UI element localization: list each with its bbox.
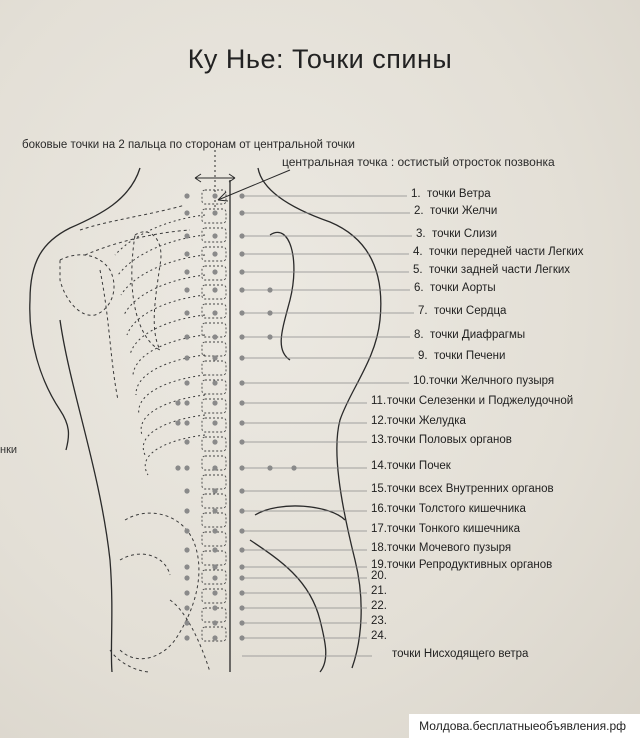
rib	[145, 435, 205, 475]
point-label-12	[371, 415, 466, 427]
point-name: точки Ветра	[427, 188, 491, 200]
acupoint-dot	[184, 528, 189, 533]
acupoint-dot	[239, 564, 244, 569]
point-name: точки Желудка	[387, 415, 466, 427]
acupoint-dot	[239, 380, 244, 385]
point-number: 13.	[371, 434, 387, 446]
point-name: точки Диафрагмы	[430, 329, 526, 341]
acupoint-dot	[212, 564, 217, 569]
point-name: точки всех Внутренних органов	[387, 483, 554, 495]
acupoint-dot	[212, 310, 217, 315]
point-number: 24.	[371, 630, 387, 642]
acupoint-dot	[184, 287, 189, 292]
point-name: точки Тонкого кишечника	[387, 523, 521, 535]
point-name: точки передней части Легких	[429, 246, 584, 258]
point-label-16	[371, 503, 526, 515]
acupoint-dot	[175, 465, 180, 470]
point-label-18	[371, 542, 511, 554]
acupoint-dot	[239, 251, 244, 256]
rib	[133, 335, 205, 375]
point-number: 10.	[413, 375, 429, 387]
vertebra	[202, 494, 226, 508]
page-title: Ку Нье: Точки спины	[187, 44, 453, 74]
acupoint-dot	[239, 420, 244, 425]
acupoint-dot	[212, 400, 217, 405]
point-number: 22.	[371, 600, 387, 612]
point-number: 1.	[411, 188, 421, 200]
point-name: точки Сердца	[434, 305, 507, 317]
acupoint-dot	[239, 547, 244, 552]
skeleton-outline	[60, 205, 210, 672]
point-number: 12.	[371, 415, 387, 427]
acupoint-dot	[184, 380, 189, 385]
acupoint-dot	[239, 400, 244, 405]
acupoint-dot	[212, 269, 217, 274]
point-number: 11.	[371, 395, 387, 407]
point-label-3	[416, 228, 497, 240]
vertebra	[202, 342, 226, 356]
point-name: точки задней части Легких	[429, 264, 571, 276]
acupoint-dot	[239, 575, 244, 580]
acupoint-dot	[239, 488, 244, 493]
acupoint-dot	[212, 210, 217, 215]
point-number: 5.	[413, 264, 423, 276]
acupoint-dot	[212, 233, 217, 238]
acupoint-dot	[184, 620, 189, 625]
vertebra	[202, 513, 226, 527]
point-label-25	[376, 648, 528, 660]
acupoint-dot	[212, 355, 217, 360]
vertebra	[202, 361, 226, 375]
point-label-9	[418, 350, 505, 362]
acupoint-dot	[212, 420, 217, 425]
acupoint-dot	[184, 635, 189, 640]
acupoint-dot	[212, 575, 217, 580]
acupoint-dot	[212, 439, 217, 444]
acupoint-dot	[239, 465, 244, 470]
acupoint-dot	[267, 465, 272, 470]
acupoint-dot	[239, 605, 244, 610]
point-label-7	[418, 305, 506, 317]
acupoint-dot	[184, 400, 189, 405]
acupoint-dot	[184, 439, 189, 444]
point-number: 4.	[413, 246, 423, 258]
point-label-10	[413, 375, 554, 387]
acupoint-dot	[184, 334, 189, 339]
point-name: точки Нисходящего ветра	[392, 648, 529, 660]
point-name: точки Половых органов	[387, 434, 512, 446]
point-number: 14.	[371, 460, 387, 472]
acupoint-dot	[212, 605, 217, 610]
acupoint-dot	[239, 193, 244, 198]
acupoint-dot	[184, 233, 189, 238]
acupoint-dot	[212, 251, 217, 256]
acupoint-dot	[239, 439, 244, 444]
point-number: 15.	[371, 483, 387, 495]
rib	[141, 395, 205, 435]
watermark: Молдова.бесплатныеобъявления.рф	[409, 714, 640, 738]
point-label-24	[371, 630, 387, 642]
point-number: 23.	[371, 615, 387, 627]
point-label-6	[414, 282, 496, 294]
rib	[115, 215, 205, 255]
acupoint-dot	[175, 400, 180, 405]
acupoint-dot	[239, 210, 244, 215]
point-label-22	[371, 600, 387, 612]
acupoint-dot	[184, 465, 189, 470]
point-label-15	[371, 483, 554, 495]
point-name: точки Репродуктивных органов	[387, 559, 553, 571]
point-label-17	[371, 523, 520, 535]
point-name: точки Почек	[387, 460, 451, 472]
point-name: точки Мочевого пузыря	[387, 542, 512, 554]
acupoint-dot	[239, 508, 244, 513]
vertebra	[202, 475, 226, 489]
point-number: 3.	[416, 228, 426, 240]
point-number: 6.	[414, 282, 424, 294]
acupoint-dot	[212, 590, 217, 595]
point-label-14	[371, 460, 451, 472]
point-number: 21.	[371, 585, 387, 597]
acupoint-dot	[239, 620, 244, 625]
point-number: 9.	[418, 350, 428, 362]
acupoint-dot	[212, 528, 217, 533]
acupoint-dot	[212, 620, 217, 625]
point-number: 20.	[371, 570, 387, 582]
point-number: 2.	[414, 205, 424, 217]
point-label-5	[413, 264, 570, 276]
rib	[127, 295, 205, 335]
acupoint-dot	[267, 334, 272, 339]
point-label-19	[371, 559, 552, 571]
acupoint-dot	[267, 310, 272, 315]
rib	[118, 235, 205, 275]
point-label-20	[371, 570, 387, 582]
vertebra	[202, 551, 226, 565]
acupoint-dot	[239, 310, 244, 315]
acupoint-dot	[184, 605, 189, 610]
acupoint-dot	[239, 635, 244, 640]
point-number: 19.	[371, 559, 387, 571]
rib	[143, 415, 205, 455]
acupoint-dot	[184, 488, 189, 493]
point-number: 7.	[418, 305, 428, 317]
rib	[130, 315, 205, 355]
point-label-1	[411, 188, 491, 200]
acupoint-dot	[212, 635, 217, 640]
acupoint-dot	[212, 193, 217, 198]
acupoint-dot	[239, 233, 244, 238]
point-name: точки Аорты	[430, 282, 496, 294]
point-label-11	[371, 395, 573, 407]
acupoint-dot	[184, 355, 189, 360]
acupoint-dot	[184, 210, 189, 215]
point-name: точки Слизи	[432, 228, 498, 240]
acupoint-dot	[184, 564, 189, 569]
lateral-points-note: боковые точки на 2 пальца по сторонам от центральной точки	[22, 139, 355, 151]
acupoint-dot	[212, 465, 217, 470]
rib	[124, 275, 205, 315]
point-label-13	[371, 434, 512, 446]
central-point-note: центральная точка : остистый отросток позвонка	[282, 155, 555, 169]
point-label-23	[371, 615, 387, 627]
acupoint-dot	[184, 193, 189, 198]
acupoint-dot	[175, 420, 180, 425]
point-number: 16.	[371, 503, 387, 515]
point-number: 8.	[414, 329, 424, 341]
body-outline	[30, 168, 381, 672]
point-label-8	[414, 329, 525, 341]
rib	[139, 375, 205, 415]
acupoint-dot	[212, 547, 217, 552]
acupoint-dot	[239, 287, 244, 292]
point-name: точки Толстого кишечника	[387, 503, 526, 515]
central-point-arrow	[195, 150, 290, 210]
acupoint-dot	[212, 334, 217, 339]
acupoint-dot	[184, 310, 189, 315]
point-name: точки Желчи	[430, 205, 498, 217]
acupoint-dot	[184, 575, 189, 580]
acupoint-dot	[212, 508, 217, 513]
point-number: 18.	[371, 542, 387, 554]
acupoint-dot	[184, 590, 189, 595]
acupoint-dot	[212, 287, 217, 292]
point-label-4	[413, 246, 584, 258]
point-number: 17.	[371, 523, 387, 535]
acupoint-dot	[184, 547, 189, 552]
acupoint-dot	[212, 488, 217, 493]
point-name: точки Желчного пузыря	[429, 375, 555, 387]
point-label-21	[371, 585, 387, 597]
spine-vertebrae	[202, 190, 226, 641]
acupoint-dot	[184, 420, 189, 425]
acupoint-dot	[184, 251, 189, 256]
rib	[121, 255, 205, 295]
point-label-2	[414, 205, 497, 217]
acupoint-dot	[184, 508, 189, 513]
rib	[136, 355, 205, 395]
acupoint-dot	[291, 465, 296, 470]
point-name: точки Печени	[434, 350, 506, 362]
acupoint-dot	[267, 287, 272, 292]
acupoint-dot	[239, 269, 244, 274]
cropped-text: нки	[0, 444, 18, 456]
acupoint-dot	[239, 355, 244, 360]
point-name: точки Селезенки и Поджелудочной	[387, 395, 574, 407]
acupoint-dot	[239, 590, 244, 595]
ribs	[115, 215, 205, 475]
acupoint-dot	[239, 528, 244, 533]
acupoint-dot	[239, 334, 244, 339]
acupoint-dot	[184, 269, 189, 274]
vertebra	[202, 532, 226, 546]
acupoint-dot	[212, 380, 217, 385]
